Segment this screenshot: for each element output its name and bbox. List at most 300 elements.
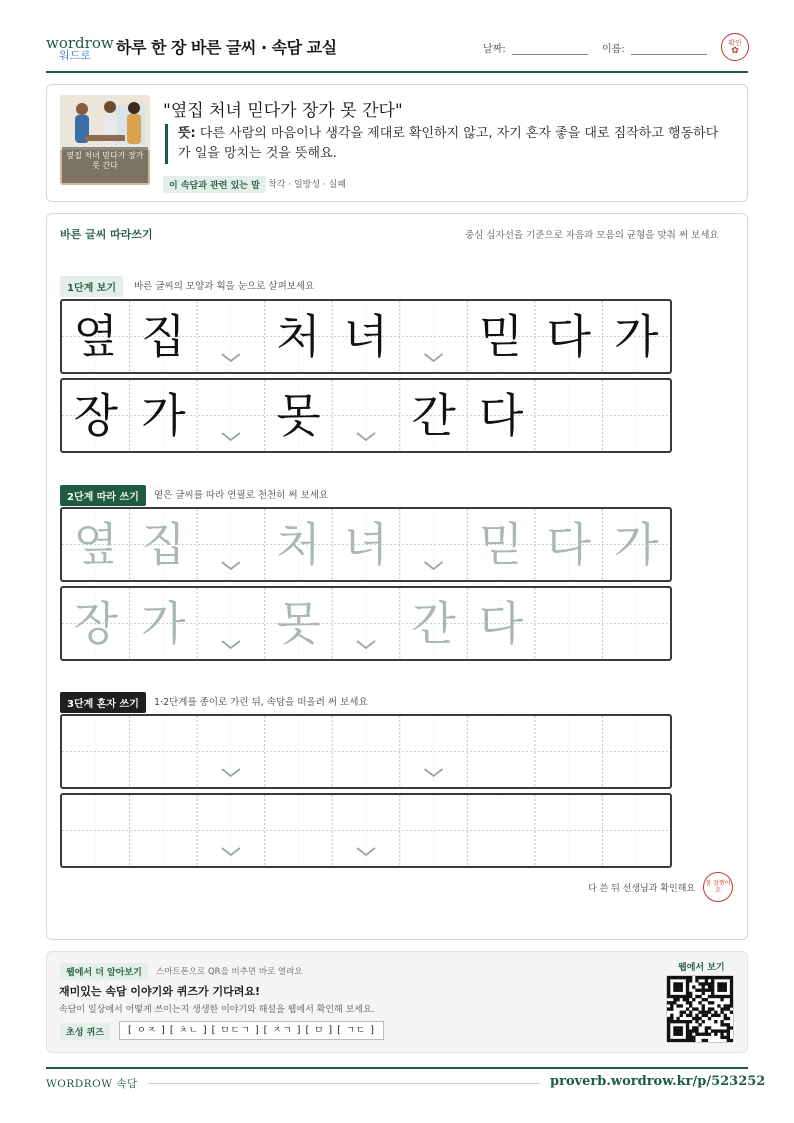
qr-module <box>727 1036 730 1039</box>
hangul-char: 처 <box>276 517 321 572</box>
qr-module <box>683 998 686 1001</box>
footer-url[interactable]: proverb.wordrow.kr/p/523252 <box>550 1074 766 1089</box>
qr-module <box>695 979 698 982</box>
qr-module <box>686 976 689 979</box>
qr-module <box>689 1029 692 1032</box>
qr-module <box>676 1029 679 1032</box>
web-more-tag: 웹에서 더 알아보기 <box>60 963 148 980</box>
qr-module <box>686 1014 689 1017</box>
qr-module <box>676 1026 679 1029</box>
qr-module <box>720 1023 723 1026</box>
qr-module <box>667 989 670 992</box>
qr-module <box>717 982 720 985</box>
hangul-char: 믿 <box>478 309 524 364</box>
qr-module <box>705 1026 708 1029</box>
qr-module <box>667 1033 670 1036</box>
qr-module <box>686 985 689 988</box>
qr-module <box>680 1020 683 1023</box>
qr-module <box>689 1020 692 1023</box>
name-field[interactable] <box>631 54 707 55</box>
qr-module <box>714 1020 717 1023</box>
hangul-char: 가 <box>141 388 186 443</box>
qr-module <box>730 998 733 1001</box>
practice-hint: 중심 십자선을 기준으로 자음과 모음의 균형을 맞춰 써 보세요 <box>465 230 719 241</box>
qr-module <box>686 998 689 1001</box>
qr-module <box>667 1001 670 1004</box>
qr-module <box>673 985 676 988</box>
qr-module <box>686 995 689 998</box>
qr-module <box>702 1020 705 1023</box>
qr-module <box>676 1039 679 1042</box>
qr-module <box>698 1011 701 1014</box>
qr-module <box>711 979 714 982</box>
qr-module <box>689 976 692 979</box>
qr-module <box>673 989 676 992</box>
qr-module <box>695 1014 698 1017</box>
qr-module <box>686 979 689 982</box>
qr-module <box>714 1029 717 1032</box>
qr-module <box>698 976 701 979</box>
qr-module <box>702 976 705 979</box>
step2-desc: 옅은 글씨를 따라 연필로 천천히 써 보세요 <box>154 490 329 501</box>
qr-module <box>702 998 705 1001</box>
qr-module <box>724 985 727 988</box>
qr-module <box>683 1020 686 1023</box>
qr-module <box>730 982 733 985</box>
qr-module <box>667 1007 670 1010</box>
qr-module <box>686 1039 689 1042</box>
header-divider <box>46 71 748 73</box>
qr-module <box>705 982 708 985</box>
qr-module <box>717 1029 720 1032</box>
logo-text: wordrow <box>46 34 114 52</box>
qr-module <box>724 989 727 992</box>
qr-module <box>724 982 727 985</box>
hangul-char: 녀 <box>343 309 389 364</box>
qr-module <box>730 1026 733 1029</box>
qr-code-image <box>667 976 733 1042</box>
qr-module <box>667 1036 670 1039</box>
qr-module <box>711 989 714 992</box>
qr-module <box>720 1036 723 1039</box>
footer-brand: WORDROW 속담 <box>46 1078 138 1090</box>
qr-module <box>727 1026 730 1029</box>
qr-module <box>705 1011 708 1014</box>
qr-module <box>705 1014 708 1017</box>
step3-desc: 1·2단계를 종이로 가린 뒤, 속담을 떠올려 써 보세요 <box>154 697 368 708</box>
qr-module <box>702 985 705 988</box>
qr-module <box>667 1026 670 1029</box>
qr-module <box>702 1007 705 1010</box>
qr-module <box>727 995 730 998</box>
web-heading: 재미있는 속담 이야기와 퀴즈가 기다려요! <box>59 985 260 998</box>
qr-module <box>692 1039 695 1042</box>
qr-module <box>676 1020 679 1023</box>
qr-module <box>667 985 670 988</box>
practice-row <box>60 299 672 374</box>
hangul-char: 처 <box>276 309 321 364</box>
qr-module <box>730 989 733 992</box>
hangul-char: 다 <box>546 309 591 364</box>
qr-module <box>724 1014 727 1017</box>
qr-module <box>680 985 683 988</box>
qr-module <box>705 998 708 1001</box>
qr-module <box>680 976 683 979</box>
qr-module <box>689 1039 692 1042</box>
qr-module <box>727 1023 730 1026</box>
web-description: 속담이 일상에서 어떻게 쓰이는지 생생한 이야기와 해설을 웹에서 확인해 보세요. <box>59 1005 375 1015</box>
qr-code-icon[interactable] <box>666 975 734 1043</box>
qr-module <box>670 1004 673 1007</box>
writing-grid <box>62 509 670 580</box>
qr-module <box>727 1004 730 1007</box>
related-words-label: 이 속담과 관련 있는 말 <box>163 176 266 193</box>
qr-module <box>686 1020 689 1023</box>
meaning-label: 뜻: <box>178 126 196 141</box>
qr-module <box>680 1033 683 1036</box>
hangul-char: 옆 <box>73 517 118 572</box>
writing-grid <box>62 301 670 372</box>
qr-module <box>720 985 723 988</box>
qr-module <box>708 1011 711 1014</box>
qr-module <box>724 1017 727 1020</box>
qr-module <box>667 1029 670 1032</box>
qr-module <box>717 1004 720 1007</box>
qr-module <box>695 1007 698 1010</box>
qr-module <box>711 995 714 998</box>
qr-module <box>689 1011 692 1014</box>
hangul-char: 못 <box>276 388 321 443</box>
qr-module <box>705 979 708 982</box>
qr-module <box>689 1033 692 1036</box>
name-label: 이름: <box>602 44 625 55</box>
qr-module <box>686 1023 689 1026</box>
qr-module <box>673 982 676 985</box>
qr-module <box>676 1004 679 1007</box>
qr-module <box>727 1039 730 1042</box>
qr-module <box>717 989 720 992</box>
qr-module <box>717 976 720 979</box>
hangul-char: 다 <box>478 596 524 651</box>
hangul-char: 장 <box>73 388 118 443</box>
qr-module <box>680 1004 683 1007</box>
qr-module <box>676 1017 679 1020</box>
qr-module <box>708 1017 711 1020</box>
practice-row[interactable] <box>60 793 672 868</box>
qr-module <box>727 1029 730 1032</box>
writing-grid <box>62 380 670 451</box>
practice-title: 바른 글씨 따라쓰기 <box>60 228 153 241</box>
qr-module <box>673 1001 676 1004</box>
qr-module <box>692 1007 695 1010</box>
qr-module <box>705 1029 708 1032</box>
qr-module <box>667 1017 670 1020</box>
qr-module <box>698 995 701 998</box>
qr-module <box>689 1036 692 1039</box>
qr-module <box>683 1039 686 1042</box>
qr-module <box>717 995 720 998</box>
qr-module <box>730 979 733 982</box>
qr-module <box>714 1011 717 1014</box>
qr-module <box>686 1026 689 1029</box>
praise-stamp-icon <box>703 872 733 902</box>
qr-module <box>689 995 692 998</box>
qr-module <box>692 998 695 1001</box>
qr-module <box>673 998 676 1001</box>
qr-module <box>673 1039 676 1042</box>
step1-desc: 바른 글씨의 모양과 획을 눈으로 살펴보세요 <box>134 281 315 292</box>
qr-module <box>730 976 733 979</box>
qr-module <box>667 979 670 982</box>
qr-module <box>708 976 711 979</box>
qr-module <box>711 1014 714 1017</box>
step1-badge: 1단계 보기 <box>60 276 123 297</box>
meaning-text: 다른 사람의 마음이나 생각을 제대로 확인하지 않고, 자기 혼자 좋을 대로 짐작하고 행동하다가 일을 망치는 것을 뜻해요. <box>178 126 719 161</box>
qr-module <box>689 1001 692 1004</box>
footer-divider <box>46 1067 748 1069</box>
qr-module <box>711 985 714 988</box>
qr-module <box>692 1017 695 1020</box>
qr-module <box>670 1039 673 1042</box>
logo-sub: 워드로 <box>59 49 91 62</box>
qr-module <box>695 1029 698 1032</box>
qr-module <box>698 982 701 985</box>
qr-module <box>680 1026 683 1029</box>
qr-module <box>670 1014 673 1017</box>
qr-module <box>720 1033 723 1036</box>
qr-module <box>667 976 670 979</box>
qr-module <box>695 976 698 979</box>
proverb-illustration <box>60 95 150 185</box>
hangul-char: 옆 <box>73 309 118 364</box>
qr-module <box>702 1011 705 1014</box>
qr-module <box>714 1033 717 1036</box>
qr-module <box>698 1033 701 1036</box>
qr-module <box>720 995 723 998</box>
hangul-char: 다 <box>546 517 591 572</box>
web-view-label: 웹에서 보기 <box>678 963 725 973</box>
qr-module <box>667 982 670 985</box>
qr-module <box>730 985 733 988</box>
qr-module <box>720 982 723 985</box>
writing-grid <box>62 716 670 787</box>
qr-module <box>717 985 720 988</box>
qr-module <box>689 1014 692 1017</box>
qr-module <box>727 976 730 979</box>
qr-module <box>692 1026 695 1029</box>
qr-module <box>680 1039 683 1042</box>
hangul-char: 녀 <box>343 517 389 572</box>
hangul-char: 집 <box>141 517 186 572</box>
hangul-char: 가 <box>614 309 659 364</box>
qr-module <box>705 1033 708 1036</box>
qr-module <box>720 989 723 992</box>
qr-module <box>676 985 679 988</box>
qr-module <box>730 1001 733 1004</box>
hangul-char: 집 <box>141 309 186 364</box>
qr-module <box>670 1001 673 1004</box>
chosung-quiz: [ ㅇㅈ ] [ ㅊㄴ ] [ ㅁㄷㄱ ] [ ㅈㄱ ] [ ㅁ ] [ ㄱㄷ ] <box>119 1021 384 1040</box>
qr-module <box>680 995 683 998</box>
qr-module <box>702 1033 705 1036</box>
qr-module <box>724 1029 727 1032</box>
qr-module <box>727 1033 730 1036</box>
qr-module <box>683 995 686 998</box>
qr-module <box>683 976 686 979</box>
qr-module <box>689 1004 692 1007</box>
qr-module <box>705 976 708 979</box>
qr-module <box>724 995 727 998</box>
qr-module <box>705 989 708 992</box>
qr-module <box>695 1026 698 1029</box>
qr-module <box>689 979 692 982</box>
qr-module <box>705 1039 708 1042</box>
qr-scan-hint: 스마트폰으로 QR을 비추면 바로 열려요 <box>156 967 303 977</box>
footer-line <box>148 1083 540 1084</box>
step2-badge: 2단계 따라 쓰기 <box>60 485 146 506</box>
qr-module <box>683 1011 686 1014</box>
practice-row[interactable] <box>60 586 672 661</box>
qr-module <box>730 995 733 998</box>
qr-module <box>708 1007 711 1010</box>
qr-module <box>724 1004 727 1007</box>
qr-module <box>686 1007 689 1010</box>
qr-module <box>673 1020 676 1023</box>
qr-module <box>680 989 683 992</box>
qr-module <box>673 1026 676 1029</box>
qr-module <box>708 985 711 988</box>
qr-module <box>724 1036 727 1039</box>
qr-module <box>698 1001 701 1004</box>
qr-module <box>676 995 679 998</box>
qr-module <box>670 1020 673 1023</box>
qr-module <box>720 1029 723 1032</box>
qr-module <box>698 1017 701 1020</box>
qr-module <box>711 1007 714 1010</box>
qr-module <box>702 982 705 985</box>
qr-module <box>720 976 723 979</box>
qr-module <box>711 1001 714 1004</box>
qr-module <box>676 998 679 1001</box>
qr-module <box>724 1023 727 1026</box>
page-title: 하루 한 장 바른 글씨 · 속담 교실 <box>116 38 337 57</box>
practice-row[interactable] <box>60 714 672 789</box>
qr-module <box>708 1001 711 1004</box>
qr-module <box>711 1029 714 1032</box>
related-words: 착각 · 일방성 · 실패 <box>268 180 347 190</box>
qr-module <box>695 995 698 998</box>
qr-module <box>702 989 705 992</box>
qr-module <box>676 1033 679 1036</box>
qr-module <box>686 1029 689 1032</box>
qr-module <box>695 1033 698 1036</box>
qr-module <box>711 982 714 985</box>
qr-module <box>673 976 676 979</box>
qr-module <box>680 1014 683 1017</box>
qr-module <box>676 982 679 985</box>
step3-badge: 3단계 혼자 쓰기 <box>60 692 146 713</box>
qr-module <box>727 1017 730 1020</box>
qr-module <box>727 1007 730 1010</box>
qr-module <box>686 982 689 985</box>
qr-module <box>720 1011 723 1014</box>
qr-module <box>730 992 733 995</box>
qr-module <box>667 992 670 995</box>
qr-module <box>724 976 727 979</box>
qr-module <box>692 1029 695 1032</box>
qr-module <box>720 998 723 1001</box>
qr-module <box>680 1029 683 1032</box>
qr-module <box>680 982 683 985</box>
qr-module <box>702 992 705 995</box>
practice-row[interactable] <box>60 507 672 582</box>
qr-module <box>730 1004 733 1007</box>
check-stamp-text: 확인 <box>728 39 742 47</box>
qr-module <box>667 1023 670 1026</box>
qr-module <box>730 1011 733 1014</box>
qr-module <box>670 1017 673 1020</box>
qr-module <box>698 989 701 992</box>
qr-module <box>708 989 711 992</box>
qr-module <box>720 1020 723 1023</box>
qr-module <box>702 1039 705 1042</box>
qr-module <box>667 1020 670 1023</box>
qr-module <box>714 1014 717 1017</box>
hangul-char: 간 <box>411 596 456 651</box>
date-field[interactable] <box>512 54 588 55</box>
qr-module <box>686 1033 689 1036</box>
qr-module <box>708 995 711 998</box>
qr-module <box>711 976 714 979</box>
qr-module <box>698 1023 701 1026</box>
qr-module <box>673 1033 676 1036</box>
qr-module <box>702 1004 705 1007</box>
qr-module <box>673 995 676 998</box>
hangul-char: 장 <box>73 596 118 651</box>
qr-module <box>689 992 692 995</box>
hangul-char: 가 <box>141 596 186 651</box>
praise-stamp-text: 참 잘했어요 <box>705 880 731 894</box>
hangul-char: 가 <box>614 517 659 572</box>
proverb-text: "옆집 처녀 믿다가 장가 못 간다" <box>163 101 403 121</box>
qr-module <box>717 1014 720 1017</box>
hangul-char: 간 <box>411 388 456 443</box>
hangul-char: 못 <box>276 596 321 651</box>
wordrow-logo <box>46 34 114 62</box>
qr-module <box>708 1033 711 1036</box>
qr-module <box>695 1017 698 1020</box>
check-stamp-icon: 확인 ✿ <box>721 33 749 61</box>
qr-module <box>676 989 679 992</box>
qr-module <box>680 1011 683 1014</box>
qr-module <box>692 1036 695 1039</box>
qr-module <box>711 992 714 995</box>
qr-module <box>686 989 689 992</box>
qr-module <box>686 992 689 995</box>
qr-module <box>730 1039 733 1042</box>
qr-module <box>686 1036 689 1039</box>
illustration-caption: 옆집 처녀 믿다가 장가 못 간다 <box>66 151 144 170</box>
done-note: 다 쓴 뒤 선생님과 확인해요 <box>588 884 696 894</box>
qr-module <box>695 989 698 992</box>
qr-module <box>720 1007 723 1010</box>
qr-module <box>714 976 717 979</box>
qr-module <box>670 995 673 998</box>
qr-module <box>667 1039 670 1042</box>
qr-module <box>702 1014 705 1017</box>
hangul-char: 다 <box>478 388 524 443</box>
qr-module <box>692 985 695 988</box>
